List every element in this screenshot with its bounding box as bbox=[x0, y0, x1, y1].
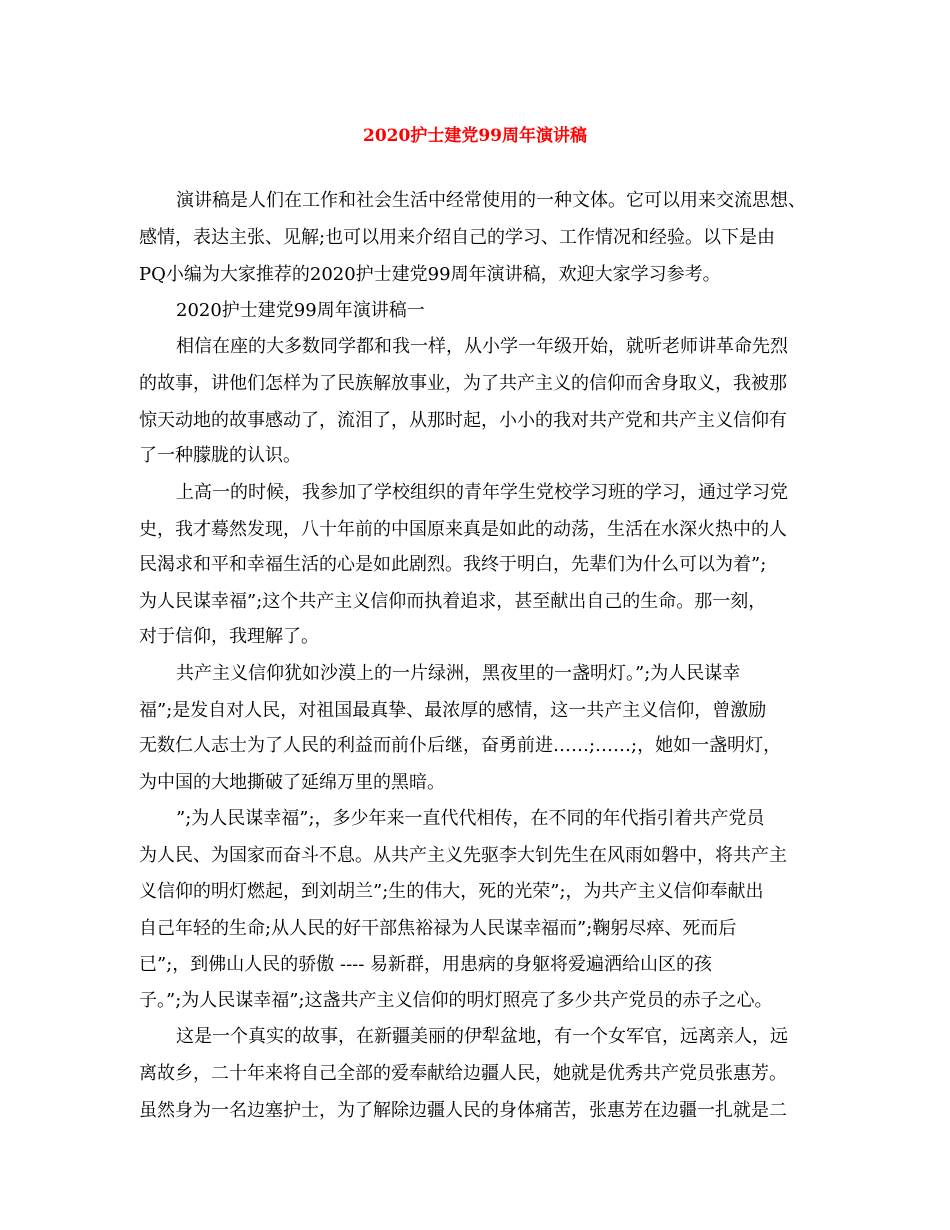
text-line: 义信仰的明灯燃起，到刘胡兰”;生的伟大，死的光荣”;，为共产主义信仰奉献出 bbox=[139, 881, 764, 902]
text-line: 史，我才蓦然发现，八十年前的中国原来真是如此的动荡，生活在水深火热中的人 bbox=[139, 519, 787, 540]
text-line: 为人民、为国家而奋斗不息。从共产主义先驱李大钊先生在风雨如磐中，将共产主 bbox=[139, 845, 787, 866]
text-line: 相信在座的大多数同学都和我一样，从小学一年级开始，就听老师讲革命先烈 bbox=[176, 336, 788, 357]
text-line: 无数仁人志士为了人民的利益而前仆后继，奋勇前进……;……;，她如一盏明灯， bbox=[139, 735, 782, 756]
text-line: 共产主义信仰犹如沙漠上的一片绿洲，黑夜里的一盏明灯。”;为人民谋幸 bbox=[176, 663, 741, 684]
text-line: 这是一个真实的故事，在新疆美丽的伊犁盆地，有一个女军官，远离亲人，远 bbox=[176, 1026, 788, 1047]
text-line: 惊天动地的故事感动了，流泪了，从那时起，小小的我对共产党和共产主义信仰有 bbox=[139, 410, 787, 431]
text-line: 自己年轻的生命;从人民的好干部焦裕禄为人民谋幸福而”;鞠躬尽瘁、死而后 bbox=[139, 918, 737, 939]
text-line: ”;为人民谋幸福”;，多少年来一直代代相传，在不同的年代指引着共产党员 bbox=[176, 808, 765, 829]
text-line: 已”;，到佛山人民的骄傲 ---- 易新群，用患病的身躯将爱遍洒给山区的孩 bbox=[139, 954, 713, 975]
text-line: 了一种朦胧的认识。 bbox=[139, 445, 301, 466]
text-line: 上高一的时候，我参加了学校组织的青年学生党校学习班的学习，通过学习党 bbox=[176, 482, 788, 503]
text-line: 演讲稿是人们在工作和社会生活中经常使用的一种文体。它可以用来交流思想、 bbox=[176, 190, 806, 211]
text-line: PQ小编为大家推荐的2020护士建党99周年演讲稿，欢迎大家学习参考。 bbox=[139, 264, 721, 285]
text-line: 虽然身为一名边塞护士，为了解除边疆人民的身体痛苦，张惠芳在边疆一扎就是二 bbox=[139, 1100, 787, 1121]
text-line: 子。”;为人民谋幸福”;这盏共产主义信仰的明灯照亮了多少共产党员的赤子之心。 bbox=[139, 990, 773, 1011]
text-line: 为中国的大地撕破了延绵万里的黑暗。 bbox=[139, 772, 445, 793]
page-title: 2020护士建党99周年演讲稿 bbox=[363, 126, 587, 146]
text-line: 离故乡，二十年来将自己全部的爱奉献给边疆人民，她就是优秀共产党员张惠芳。 bbox=[139, 1063, 787, 1084]
text-line: 对于信仰，我理解了。 bbox=[139, 626, 319, 647]
text-line: 的故事，讲他们怎样为了民族解放事业，为了共产主义的信仰而舍身取义，我被那 bbox=[139, 373, 787, 394]
section-heading: 2020护士建党99周年演讲稿一 bbox=[176, 300, 425, 321]
text-line: 感情，表达主张、见解;也可以用来介绍自己的学习、工作情况和经验。以下是由 bbox=[139, 227, 776, 248]
text-line: 福”;是发自对人民，对祖国最真挚、最浓厚的感情，这一共产主义信仰，曾激励 bbox=[139, 700, 767, 721]
text-line: 为人民谋幸福”;这个共产主义信仰而执着追求，甚至献出自己的生命。那一刻， bbox=[139, 591, 767, 612]
text-line: 民渴求和平和幸福生活的心是如此剧烈。我终于明白，先辈们为什么可以为着”; bbox=[139, 554, 767, 575]
